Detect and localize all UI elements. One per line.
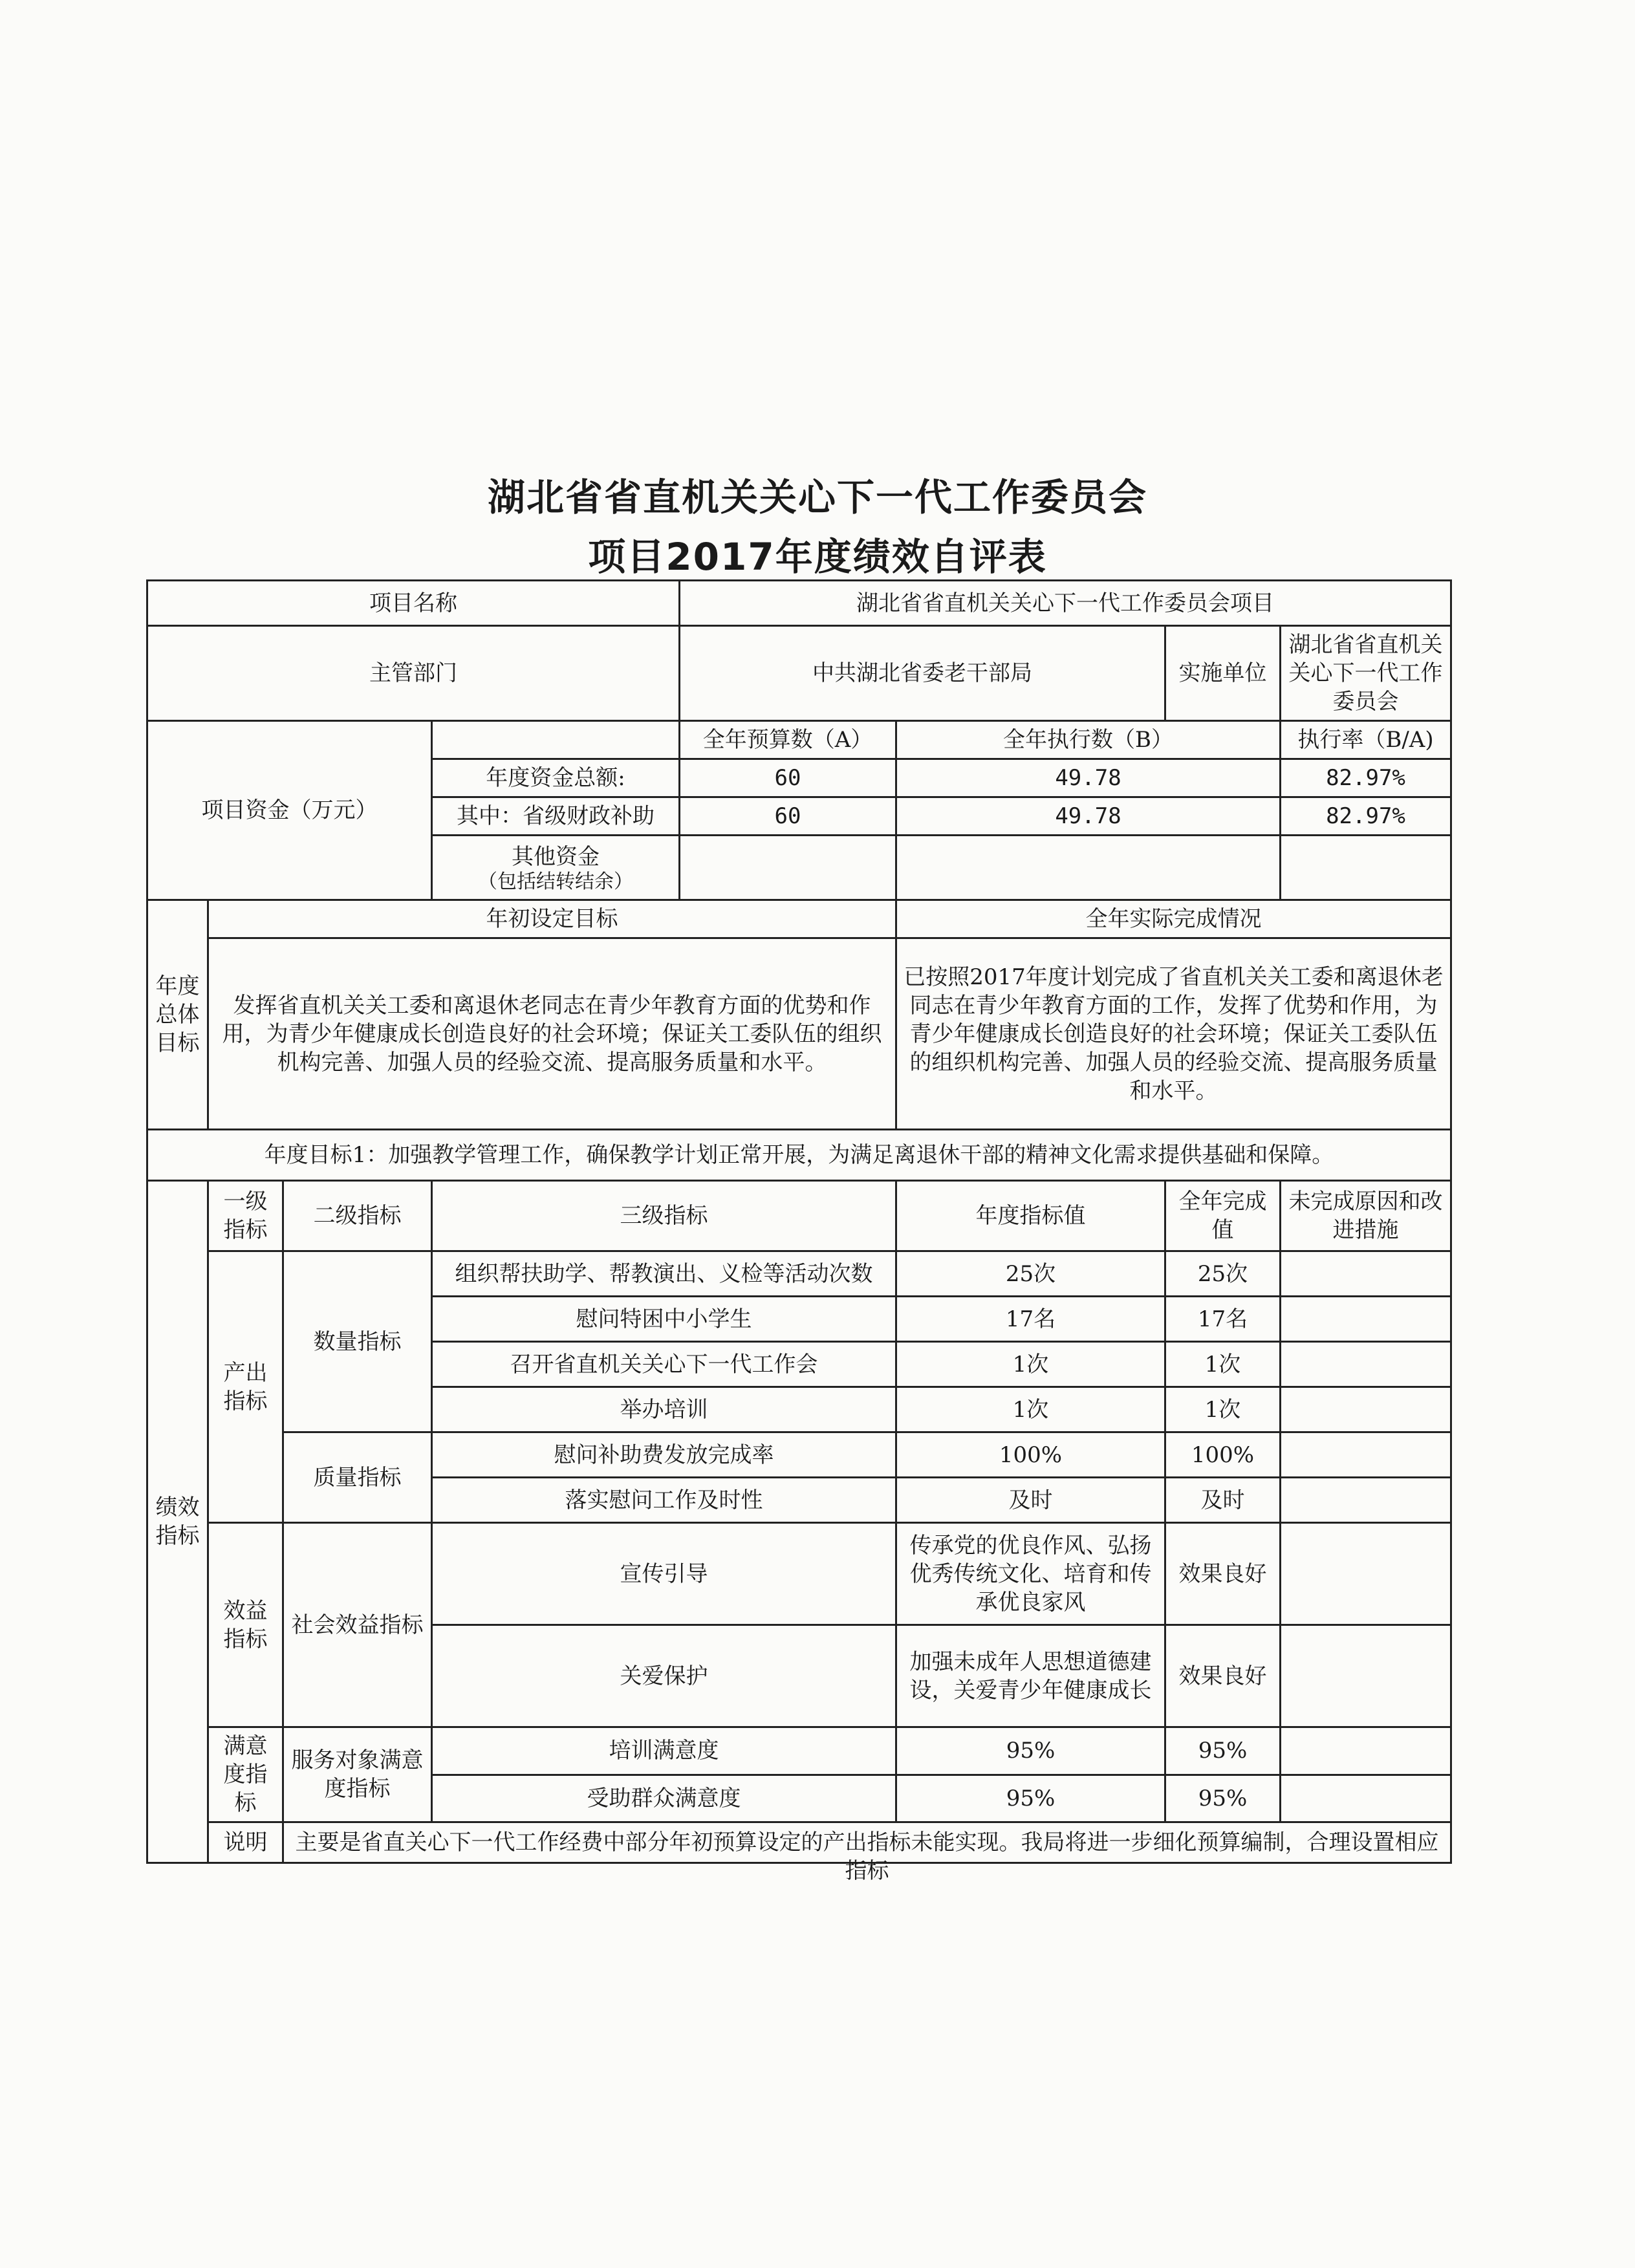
indicator-reason	[1281, 1727, 1451, 1775]
indicator-reason	[1281, 1297, 1451, 1342]
level1-header: 一级指标	[208, 1181, 283, 1251]
funds-other-exec	[896, 836, 1281, 900]
funds-provincial-budget: 60	[680, 797, 896, 836]
funds-total-label: 年度资金总额:	[432, 759, 680, 797]
indicator-target: 100%	[896, 1432, 1165, 1478]
indicator-done: 效果良好	[1165, 1625, 1281, 1727]
funds-header-row	[147, 721, 1451, 759]
funds-other-subtitle: （包括结转结余）	[478, 870, 633, 893]
quality-indicator-label: 质量指标	[283, 1432, 432, 1523]
indicator-name: 召开省直机关关心下一代工作会	[432, 1342, 896, 1387]
budget-header: 全年预算数（A）	[680, 721, 896, 759]
funds-label: 项目资金（万元）	[147, 721, 432, 900]
funds-other-label	[432, 836, 680, 900]
indicator-name: 慰问补助费发放完成率	[432, 1432, 896, 1478]
funds-total-budget: 60	[680, 759, 896, 797]
indicator-reason	[1281, 1523, 1451, 1625]
indicator-row	[147, 1523, 1451, 1625]
annual-goal-row	[147, 1130, 1451, 1181]
indicator-done: 1次	[1165, 1342, 1281, 1387]
funds-provincial-rate: 82.97%	[1281, 797, 1451, 836]
indicator-target: 1次	[896, 1387, 1165, 1432]
goal-set-header: 年初设定目标	[208, 900, 896, 938]
indicator-name: 举办培训	[432, 1387, 896, 1432]
note-row	[147, 1822, 1451, 1863]
indicator-name: 落实慰问工作及时性	[432, 1478, 896, 1523]
project-name-label: 项目名称	[147, 581, 680, 626]
indicator-name: 慰问特困中小学生	[432, 1297, 896, 1342]
indicator-done: 100%	[1165, 1432, 1281, 1478]
indicator-done: 95%	[1165, 1727, 1281, 1775]
project-name-value: 湖北省省直机关关心下一代工作委员会项目	[680, 581, 1451, 626]
indicator-row	[147, 1432, 1451, 1478]
implementer-value: 湖北省省直机关关心下一代工作委员会	[1281, 626, 1451, 721]
indicator-target: 加强未成年人思想道德建设，关爱青少年健康成长	[896, 1625, 1165, 1727]
indicator-done: 17名	[1165, 1297, 1281, 1342]
indicator-row	[147, 1251, 1451, 1297]
indicator-target: 95%	[896, 1727, 1165, 1775]
indicator-name: 组织帮扶助学、帮教演出、义检等活动次数	[432, 1251, 896, 1297]
indicator-target: 17名	[896, 1297, 1165, 1342]
performance-indicator-label: 绩效指标	[147, 1181, 208, 1863]
indicator-reason	[1281, 1775, 1451, 1822]
target-header: 年度指标值	[896, 1181, 1165, 1251]
funds-other-budget	[680, 836, 896, 900]
goal-actual-header: 全年实际完成情况	[896, 900, 1451, 938]
funds-provincial-label: 其中：省级财政补助	[432, 797, 680, 836]
indicator-header-row	[147, 1181, 1451, 1251]
level2-header: 二级指标	[283, 1181, 432, 1251]
indicator-target: 1次	[896, 1342, 1165, 1387]
output-indicator-label: 产出指标	[208, 1251, 283, 1523]
indicator-done: 25次	[1165, 1251, 1281, 1297]
department-label: 主管部门	[147, 626, 680, 721]
annual-goal-text: 年度目标1：加强教学管理工作，确保教学计划正常开展，为满足离退休干部的精神文化需求提供基础和保障。	[147, 1130, 1451, 1181]
indicator-reason	[1281, 1625, 1451, 1727]
note-text-cell	[283, 1822, 1451, 1884]
quantity-indicator-label: 数量指标	[283, 1251, 432, 1432]
reason-header: 未完成原因和改进措施	[1281, 1181, 1451, 1251]
page-title: 湖北省省直机关关心下一代工作委员会	[487, 475, 1147, 519]
done-header: 全年完成值	[1165, 1181, 1281, 1251]
note-label: 说明	[208, 1822, 283, 1863]
note-text: 主要是省直关心下一代工作经费中部分年初预算设定的产出指标未能实现。我局将进一步细化预算编制，合理设置相应指标	[295, 1830, 1439, 1884]
satisfaction-indicator-label: 满意度指标	[208, 1727, 283, 1822]
department-value: 中共湖北省委老干部局	[680, 626, 1165, 721]
indicator-target: 25次	[896, 1251, 1165, 1297]
social-benefit-label: 社会效益指标	[283, 1523, 432, 1727]
project-name-row	[147, 581, 1451, 626]
indicator-reason	[1281, 1342, 1451, 1387]
indicator-row	[147, 1727, 1451, 1775]
goal-set-text: 发挥省直机关关工委和离退休老同志在青少年教育方面的优势和作用，为青少年健康成长创造良好的社会环境；保证关工委队伍的组织机构完善、加强人员的经验交流、提高服务质量和水平。	[208, 938, 896, 1130]
indicator-target: 传承党的优良作风、弘扬优秀传统文化、培育和传承优良家风	[896, 1523, 1165, 1625]
rate-header: 执行率（B/A)	[1281, 721, 1451, 759]
indicator-done: 1次	[1165, 1387, 1281, 1432]
indicator-target: 及时	[896, 1478, 1165, 1523]
indicator-name: 受助群众满意度	[432, 1775, 896, 1822]
indicator-reason	[1281, 1432, 1451, 1478]
funds-other-title: 其他资金	[512, 843, 600, 870]
goal-actual-text: 已按照2017年度计划完成了省直机关关工委和离退休老同志在青少年教育方面的工作，发挥了优势和作用，为青少年健康成长创造良好的社会环境；保证关工委队伍的组织机构完善、加强人员的经验交流、提高服务质量和水平。	[896, 938, 1451, 1130]
indicator-done: 效果良好	[1165, 1523, 1281, 1625]
indicator-reason	[1281, 1251, 1451, 1297]
funds-total-exec: 49.78	[896, 759, 1281, 797]
department-row	[147, 626, 1451, 721]
funds-total-rate: 82.97%	[1281, 759, 1451, 797]
implementer-label: 实施单位	[1165, 626, 1281, 721]
execution-header: 全年执行数（B）	[896, 721, 1281, 759]
indicator-name: 培训满意度	[432, 1727, 896, 1775]
annual-overall-goal-label: 年度总体目标	[147, 900, 208, 1130]
indicator-name: 关爱保护	[432, 1625, 896, 1727]
goal-header-row	[147, 900, 1451, 938]
goal-content-row	[147, 938, 1451, 1130]
level3-header: 三级指标	[432, 1181, 896, 1251]
indicator-done: 95%	[1165, 1775, 1281, 1822]
indicator-reason	[1281, 1478, 1451, 1523]
benefit-indicator-label: 效益指标	[208, 1523, 283, 1727]
page-subtitle: 项目2017年度绩效自评表	[588, 535, 1047, 579]
funds-header-blank	[432, 721, 680, 759]
indicator-done: 及时	[1165, 1478, 1281, 1523]
indicator-name: 宣传引导	[432, 1523, 896, 1625]
funds-provincial-exec: 49.78	[896, 797, 1281, 836]
self-evaluation-table	[146, 579, 1452, 1884]
indicator-target: 95%	[896, 1775, 1165, 1822]
funds-other-rate	[1281, 836, 1451, 900]
indicator-reason	[1281, 1387, 1451, 1432]
service-satisfaction-label: 服务对象满意度指标	[283, 1727, 432, 1822]
